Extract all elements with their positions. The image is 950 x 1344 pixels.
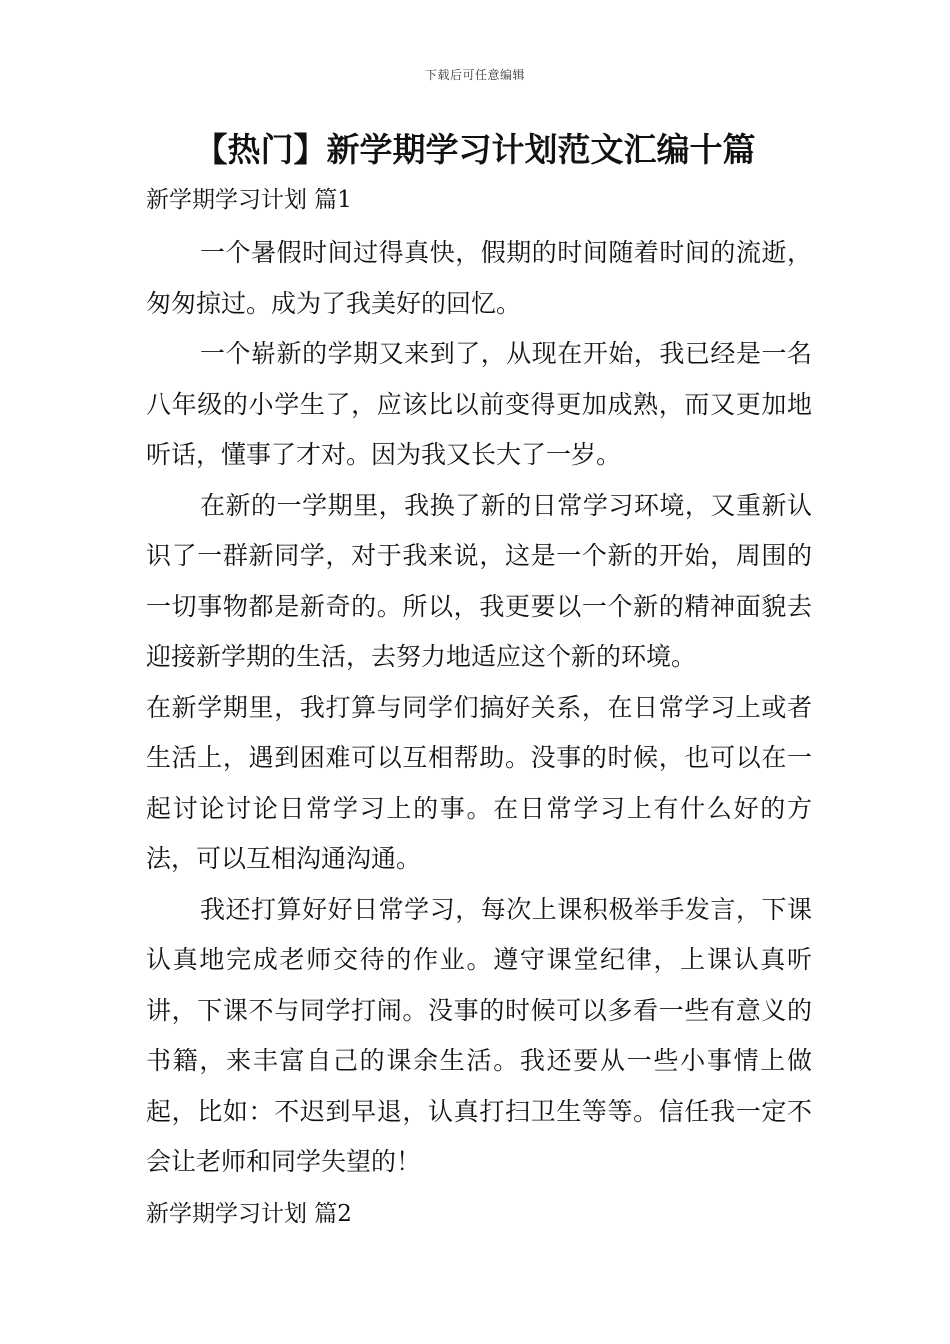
document-title: 【热门】新学期学习计划范文汇编十篇 [194, 130, 756, 169]
paragraph: 在新学期里，我打算与同学们搞好关系，在日常学习上或者生活上，遇到困难可以互相帮助。没事的时候，也可以在一起讨论讨论日常学习上的事。在日常学习上有什么好的方法，可以互相沟通沟通。 [146, 692, 812, 873]
paragraph: 一个暑假时间过得真快，假期的时间随着时间的流逝，匆匆掠过。成为了我美好的回忆。 [146, 238, 812, 318]
document-body [146, 180, 812, 1234]
paragraph: 我还打算好好日常学习，每次上课积极举手发言，下课认真地完成老师交待的作业。遵守课堂纪律，上课认真听讲，下课不与同学打闹。没事的时候可以多看一些有意义的书籍，来丰富自己的课余生活。我还要从一些小事情上做起，比如：不迟到早退，认真打扫卫生等等。信任我一定不会让老师和同学失望的！ [146, 894, 812, 1176]
paragraph: 一个崭新的学期又来到了，从现在开始，我已经是一名八年级的小学生了，应该比以前变得更加成熟，而又更加地听话，懂事了才对。因为我又长大了一岁。 [146, 339, 812, 469]
section-heading-1: 新学期学习计划 篇1 [146, 187, 352, 213]
header-note: 下载后可任意编辑 [424, 68, 525, 82]
paragraph: 在新的一学期里，我换了新的日常学习环境，又重新认识了一群新同学，对于我来说，这是一个新的开始，周围的一切事物都是新奇的。所以，我更要以一个新的精神面貌去迎接新学期的生活，去努力地适应这个新的环境。 [146, 490, 812, 671]
section-heading-2: 新学期学习计划 篇2 [146, 1200, 352, 1227]
